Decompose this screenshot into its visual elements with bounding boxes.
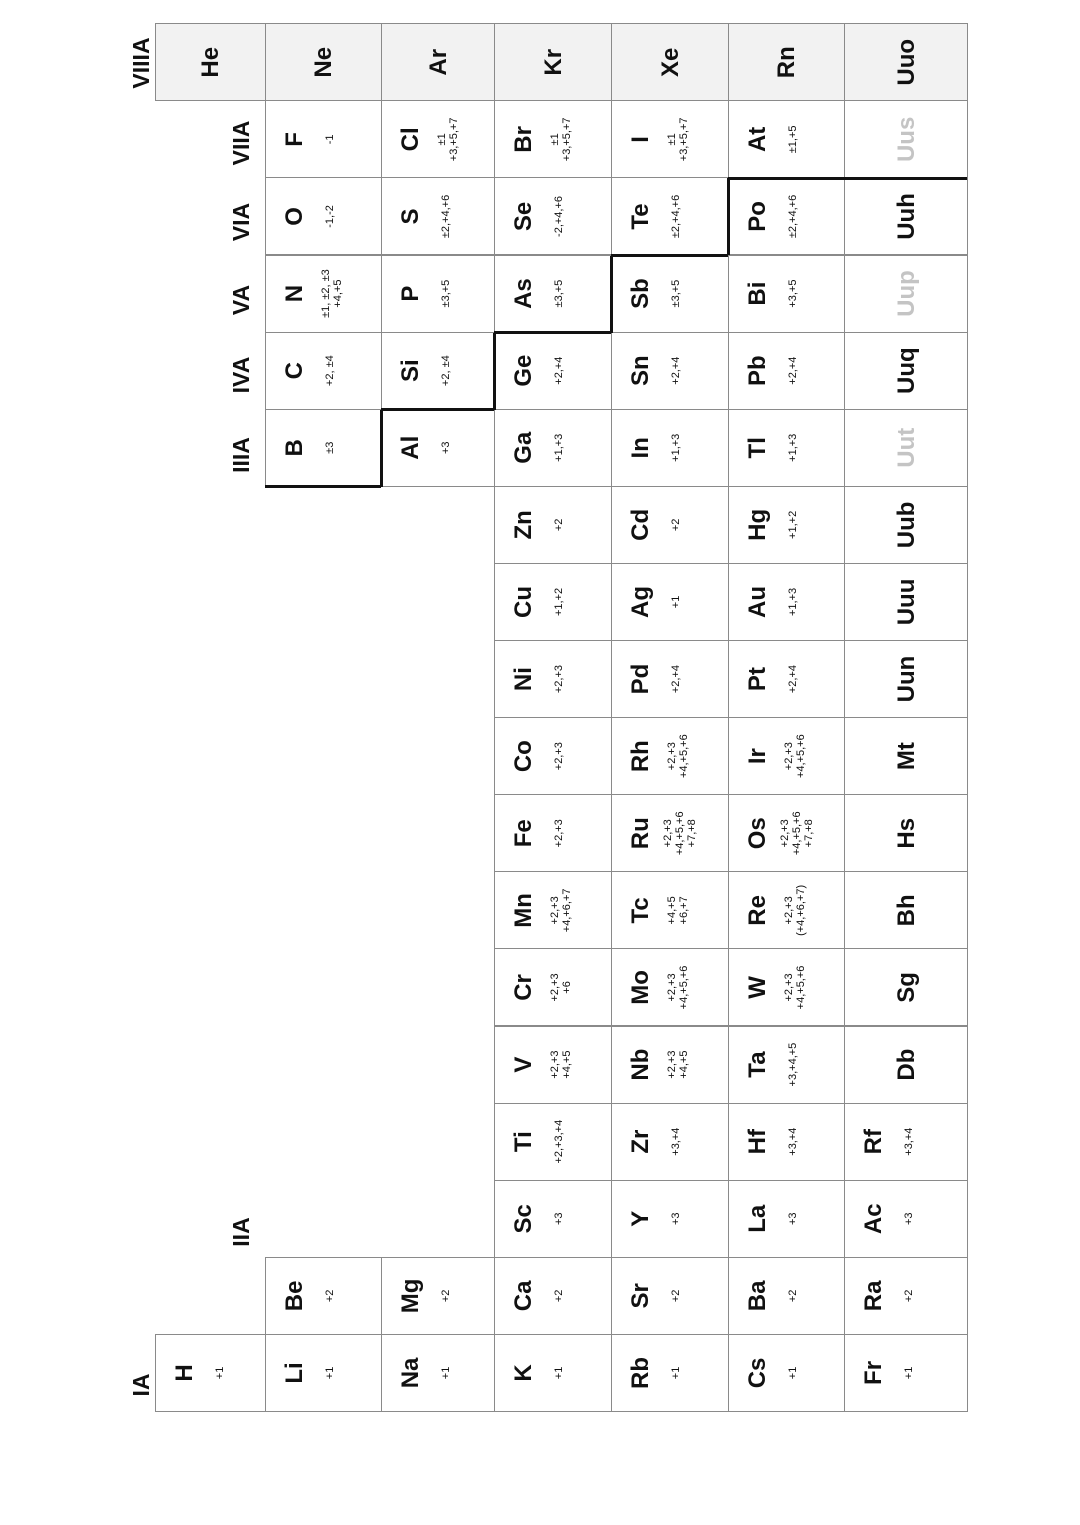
element-cell (611, 177, 729, 255)
oxidation-states: +1,+2 (553, 587, 565, 617)
oxidation-states: +1 (670, 595, 682, 609)
element-symbol: Ra (860, 1280, 887, 1312)
oxidation-states: ±3,+5 (670, 279, 682, 308)
metalloid-divider-line (493, 333, 496, 410)
oxidation-states: ±3,+5 (440, 279, 452, 308)
oxidation-states: +2 (903, 1289, 915, 1303)
element-symbol: Uup (892, 270, 920, 317)
element-symbol: Mt (892, 742, 920, 771)
element-cell (844, 409, 968, 487)
element-symbol: Xe (656, 47, 684, 77)
element-symbol: Be (281, 1280, 308, 1312)
element-symbol: Mn (510, 893, 537, 928)
element-symbol: Ag (627, 585, 654, 618)
oxidation-states: +3 (440, 441, 452, 455)
element-cell (728, 177, 845, 255)
element-cell (155, 1334, 266, 1412)
oxidation-states: +2,+3 +4,+5,+6 +7,+8 (662, 811, 698, 856)
element-symbol: Hf (744, 1129, 771, 1155)
element-cell (265, 1257, 382, 1335)
element-cell (844, 23, 968, 101)
element-cell (265, 409, 382, 487)
oxidation-states: +2 (324, 1289, 336, 1303)
element-symbol: Ar (424, 48, 452, 76)
element-symbol: F (281, 132, 308, 147)
element-cell (381, 1334, 495, 1412)
element-symbol: Tl (744, 437, 771, 459)
element-symbol: C (281, 361, 308, 380)
element-symbol: Al (397, 435, 424, 460)
element-symbol: Sn (627, 355, 654, 386)
oxidation-states: ±1, ±2, ±3 +4,+5 (320, 269, 344, 318)
element-symbol: Ba (744, 1280, 771, 1312)
oxidation-states: +2,+3 (553, 742, 565, 771)
oxidation-states: +2 (787, 1289, 799, 1303)
element-symbol: Mo (627, 970, 654, 1005)
oxidation-states: -1,-2 (324, 205, 336, 228)
element-symbol: Tc (627, 897, 654, 924)
oxidation-states: +2,+3 (553, 665, 565, 694)
element-cell (611, 1180, 729, 1258)
element-symbol: Uub (892, 501, 920, 549)
element-symbol: Rh (627, 740, 654, 773)
element-symbol: Ge (510, 354, 537, 387)
oxidation-states: -1 (324, 134, 336, 145)
oxidation-states: +3 (553, 1212, 565, 1226)
oxidation-states: +2,+3 +4,+5,+6 (666, 965, 690, 1010)
element-cell (728, 1257, 845, 1335)
oxidation-states: +2 (553, 518, 565, 532)
element-cell (611, 23, 729, 101)
element-symbol: Ca (510, 1280, 537, 1312)
element-symbol: Sg (892, 972, 920, 1003)
element-cell (611, 486, 729, 564)
oxidation-states: +2,+3 (553, 819, 565, 848)
element-symbol: As (510, 278, 537, 309)
group-label-VIA: VIA (228, 202, 254, 242)
oxidation-states: +3 (903, 1212, 915, 1226)
element-symbol: In (627, 437, 654, 459)
oxidation-states: +1 (553, 1366, 565, 1380)
oxidation-states: +2 (553, 1289, 565, 1303)
element-cell (494, 717, 612, 795)
oxidation-states: ±1,+5 (787, 125, 799, 154)
oxidation-states: +2,+3 +4,+5 (549, 1050, 573, 1079)
element-cell (381, 332, 495, 410)
element-cell (844, 486, 968, 564)
oxidation-states: +1 (670, 1366, 682, 1380)
element-cell (728, 1334, 845, 1412)
element-symbol: Y (627, 1210, 654, 1227)
element-cell (728, 717, 845, 795)
metalloid-divider-line (610, 256, 613, 333)
element-symbol: Br (510, 126, 537, 153)
element-cell (494, 1334, 612, 1412)
element-symbol: Ta (744, 1051, 771, 1078)
element-symbol: Ti (510, 1131, 537, 1153)
element-cell (728, 255, 845, 333)
element-cell (265, 177, 382, 255)
element-cell (728, 100, 845, 178)
element-symbol: Cu (510, 585, 537, 618)
element-symbol: Uuq (892, 347, 920, 394)
group-label-VIIA: VIIA (228, 120, 254, 166)
element-cell (728, 948, 845, 1026)
element-symbol: Os (744, 817, 771, 850)
oxidation-states: +1,+3 (787, 433, 799, 462)
metalloid-divider-line (381, 408, 494, 411)
oxidation-states: ±2,+4,+6 (440, 194, 452, 239)
oxidation-states: +2,+4 (553, 356, 565, 385)
element-cell (844, 717, 968, 795)
group-label-IVA: IVA (228, 356, 254, 394)
element-symbol: Re (744, 895, 771, 926)
element-cell (844, 871, 968, 949)
element-cell (381, 409, 495, 487)
oxidation-states: +3,+5 (787, 279, 799, 308)
element-symbol: Zr (627, 1129, 654, 1154)
element-cell (728, 486, 845, 564)
oxidation-states: +2,+3,+4 (553, 1119, 565, 1164)
element-cell (494, 794, 612, 872)
oxidation-states: +2 (670, 1289, 682, 1303)
metalloid-divider-line (494, 331, 611, 334)
metalloid-divider-line (728, 177, 967, 180)
element-symbol: Na (397, 1357, 424, 1389)
element-symbol: Ac (860, 1203, 887, 1235)
element-cell (494, 1180, 612, 1258)
element-symbol: N (281, 284, 308, 303)
element-symbol: I (627, 136, 654, 143)
element-cell (494, 1103, 612, 1181)
oxidation-states: +1,+3 (787, 587, 799, 617)
oxidation-states: ±2,+4,+6 (787, 194, 799, 239)
element-cell (611, 794, 729, 872)
element-symbol: Li (281, 1362, 308, 1384)
element-symbol: At (744, 126, 771, 153)
element-symbol: Po (744, 201, 771, 232)
element-symbol: Bh (892, 894, 920, 927)
oxidation-states: +1 (787, 1366, 799, 1380)
oxidation-states: +2,+3 +4,+5,+6 (666, 734, 690, 779)
element-cell (611, 255, 729, 333)
oxidation-states: +2,+3 +4,+5,+6 +7,+8 (779, 811, 815, 856)
element-cell (611, 948, 729, 1026)
oxidation-states: -2,+4,+6 (553, 195, 565, 237)
element-symbol: O (281, 207, 308, 226)
element-cell (611, 1257, 729, 1335)
oxidation-states: +2,+4 (787, 356, 799, 385)
oxidation-states: +2,+4 (670, 665, 682, 694)
oxidation-states: +2 (440, 1289, 452, 1303)
element-symbol: Co (510, 740, 537, 773)
element-symbol: Si (397, 359, 424, 382)
element-symbol: La (744, 1204, 771, 1233)
element-symbol: Pb (744, 355, 771, 386)
element-symbol: Uut (892, 427, 920, 468)
element-symbol: Hs (892, 817, 920, 849)
element-symbol: Cl (397, 127, 424, 152)
element-symbol: Rf (860, 1129, 887, 1155)
metalloid-divider-line (380, 410, 383, 487)
element-cell (844, 100, 968, 178)
element-symbol: Ir (744, 748, 771, 765)
element-cell (844, 1334, 968, 1412)
element-cell (728, 871, 845, 949)
oxidation-states: +2,+3 +4,+5,+6 (783, 965, 807, 1010)
element-symbol: Se (510, 201, 537, 232)
group-label-IIIA: IIIA (228, 437, 254, 473)
element-symbol: Au (744, 585, 771, 618)
metalloid-divider-line (611, 254, 728, 257)
oxidation-states: +1 (324, 1366, 336, 1380)
element-cell (381, 255, 495, 333)
oxidation-states: ±3 (324, 441, 336, 454)
element-cell (381, 23, 495, 101)
element-cell (381, 1257, 495, 1335)
element-cell (728, 23, 845, 101)
element-symbol: Fr (860, 1360, 887, 1385)
element-symbol: Ni (510, 667, 537, 692)
element-cell (728, 1180, 845, 1258)
element-cell (611, 640, 729, 718)
element-symbol: Ne (310, 46, 337, 78)
element-cell (265, 332, 382, 410)
element-cell (494, 948, 612, 1026)
element-cell (611, 717, 729, 795)
element-cell (844, 563, 968, 641)
element-cell (494, 1257, 612, 1335)
element-symbol: Cd (627, 508, 654, 541)
oxidation-states: ±3,+5 (553, 279, 565, 308)
oxidation-states: +2, ±4 (324, 355, 336, 387)
element-cell (265, 23, 382, 101)
oxidation-states: +2,+3 (+4,+6,+7) (783, 884, 807, 936)
element-symbol: Uuh (892, 193, 920, 240)
element-cell (494, 177, 612, 255)
oxidation-states: ±1 +3,+5,+7 (549, 117, 573, 162)
oxidation-states: +3 (670, 1212, 682, 1226)
oxidation-states: +2, ±4 (440, 355, 452, 387)
element-cell (381, 177, 495, 255)
oxidation-states: +2,+4 (670, 356, 682, 385)
element-cell (844, 794, 968, 872)
oxidation-states: +2 (670, 518, 682, 532)
element-symbol: Uuu (892, 578, 920, 626)
oxidation-states: +4,+5 +6,+7 (666, 896, 690, 925)
element-symbol: Cs (744, 1357, 771, 1389)
element-cell (611, 100, 729, 178)
element-cell (494, 871, 612, 949)
group-label-IIA: IIA (228, 1217, 254, 1247)
oxidation-states: +1,+3 (670, 433, 682, 462)
element-symbol: Rb (627, 1356, 654, 1389)
element-cell (611, 1334, 729, 1412)
element-symbol: Sb (627, 278, 654, 309)
oxidation-states: +3,+4 (903, 1127, 915, 1156)
element-cell (844, 1257, 968, 1335)
element-cell (611, 409, 729, 487)
oxidation-states: +2,+3 +6 (549, 973, 573, 1002)
element-symbol: He (197, 46, 224, 78)
group-label-IA: IA (128, 1373, 154, 1397)
element-symbol: Te (627, 203, 654, 230)
oxidation-states: +1 (903, 1366, 915, 1380)
element-cell (494, 563, 612, 641)
oxidation-states: +1,+2 (787, 510, 799, 539)
element-symbol: Pd (627, 663, 654, 695)
element-cell (494, 23, 612, 101)
oxidation-states: +2,+3 +4,+6,+7 (549, 888, 573, 933)
element-symbol: Uuo (892, 38, 920, 86)
element-cell (155, 23, 266, 101)
element-cell (728, 640, 845, 718)
element-cell (265, 255, 382, 333)
oxidation-states: +1 (440, 1366, 452, 1380)
element-cell (494, 486, 612, 564)
element-symbol: S (397, 208, 424, 225)
oxidation-states: +3 (787, 1212, 799, 1226)
element-cell (265, 1334, 382, 1412)
element-symbol: Ga (510, 431, 537, 464)
element-cell (611, 1103, 729, 1181)
element-cell (494, 332, 612, 410)
element-cell (844, 1103, 968, 1181)
element-cell (494, 640, 612, 718)
element-symbol: Rn (773, 46, 800, 79)
element-symbol: Zn (510, 510, 537, 540)
element-symbol: Kr (539, 48, 567, 76)
oxidation-states: ±2,+4,+6 (670, 194, 682, 239)
element-symbol: V (510, 1056, 537, 1073)
element-cell (494, 1026, 612, 1104)
element-symbol: H (171, 1364, 198, 1382)
oxidation-states: +1,+3 (553, 433, 565, 462)
element-symbol: Bi (744, 281, 771, 306)
metalloid-divider-line (265, 485, 381, 488)
element-cell (494, 409, 612, 487)
element-symbol: Sc (510, 1204, 537, 1234)
element-symbol: W (744, 976, 771, 999)
element-symbol: Sr (627, 1283, 654, 1309)
element-symbol: Ru (627, 817, 654, 850)
element-cell (844, 1026, 968, 1104)
element-symbol: Uus (892, 116, 920, 163)
element-symbol: Uun (892, 655, 920, 703)
element-cell (728, 1103, 845, 1181)
element-symbol: Pt (744, 667, 771, 692)
element-cell (728, 794, 845, 872)
element-symbol: B (281, 439, 308, 457)
oxidation-states: +1 (214, 1366, 226, 1380)
element-cell (611, 871, 729, 949)
element-cell (494, 255, 612, 333)
element-cell (844, 1180, 968, 1258)
element-cell (611, 1026, 729, 1104)
group-label-VA: VA (228, 284, 254, 316)
element-cell (494, 100, 612, 178)
metalloid-divider-line (727, 178, 730, 255)
oxidation-states: +3,+4,+5 (787, 1042, 799, 1087)
element-cell (265, 100, 382, 178)
element-cell (728, 409, 845, 487)
element-cell (611, 332, 729, 410)
oxidation-states: ±1 +3,+5,+7 (666, 117, 690, 162)
oxidation-states: +3,+4 (787, 1127, 799, 1156)
group-label-VIIIA: VIIIA (128, 37, 154, 89)
element-cell (844, 332, 968, 410)
oxidation-states: +2,+4 (787, 665, 799, 694)
element-cell (844, 640, 968, 718)
oxidation-states: +2,+3 +4,+5,+6 (783, 734, 807, 779)
element-symbol: Hg (744, 508, 771, 541)
element-cell (381, 100, 495, 178)
element-symbol: Mg (397, 1278, 424, 1314)
oxidation-states: ±1 +3,+5,+7 (436, 117, 460, 162)
element-cell (728, 1026, 845, 1104)
element-cell (844, 255, 968, 333)
element-cell (728, 332, 845, 410)
element-cell (728, 563, 845, 641)
element-symbol: Fe (510, 819, 537, 848)
oxidation-states: +3,+4 (670, 1127, 682, 1156)
element-symbol: Db (892, 1048, 920, 1081)
oxidation-states: +2,+3 +4,+5 (666, 1050, 690, 1079)
element-symbol: Nb (627, 1048, 654, 1081)
element-cell (844, 948, 968, 1026)
element-symbol: K (510, 1364, 537, 1382)
element-cell (611, 563, 729, 641)
element-symbol: Cr (510, 974, 537, 1001)
element-symbol: P (397, 285, 424, 302)
element-cell (844, 177, 968, 255)
